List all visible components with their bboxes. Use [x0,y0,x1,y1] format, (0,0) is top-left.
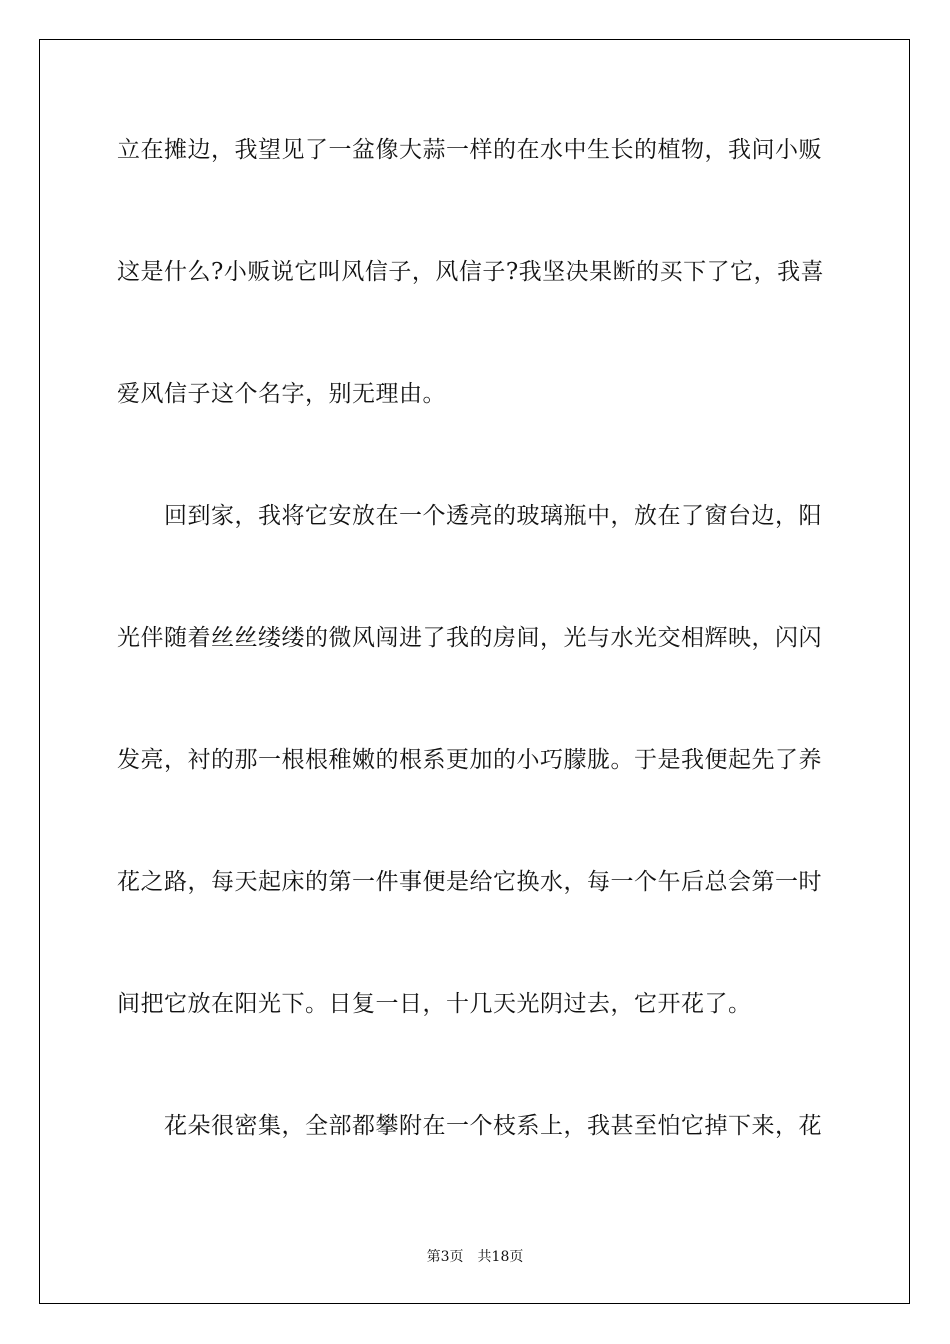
text-line-6: 发亮，衬的那一根根稚嫩的根系更加的小巧朦胧。于是我便起先了养 [117,747,822,773]
text-line-1: 立在摊边，我望见了一盆像大蒜一样的在水中生长的植物，我问小贩 [117,137,822,163]
page-footer [0,1246,950,1266]
page-total: 共18页 [477,1249,524,1265]
text-line-7: 花之路，每天起床的第一件事便是给它换水，每一个午后总会第一时 [117,869,822,895]
text-line-2: 这是什么?小贩说它叫风信子，风信子?我坚决果断的买下了它，我喜 [117,259,825,285]
text-line-8: 间把它放在阳光下。日复一日，十几天光阴过去，它开花了。 [117,991,752,1017]
text-line-9: 花朵很密集，全部都攀附在一个枝系上，我甚至怕它掉下来，花 [164,1113,822,1139]
text-line-4: 回到家，我将它安放在一个透亮的玻璃瓶中，放在了窗台边，阳 [164,503,822,529]
document-body [117,126,837,1224]
text-line-3: 爱风信子这个名字，别无理由。 [117,381,446,407]
page-number: 第3页 [426,1249,464,1265]
text-line-5: 光伴随着丝丝缕缕的微风闯进了我的房间，光与水光交相辉映，闪闪 [117,625,822,651]
